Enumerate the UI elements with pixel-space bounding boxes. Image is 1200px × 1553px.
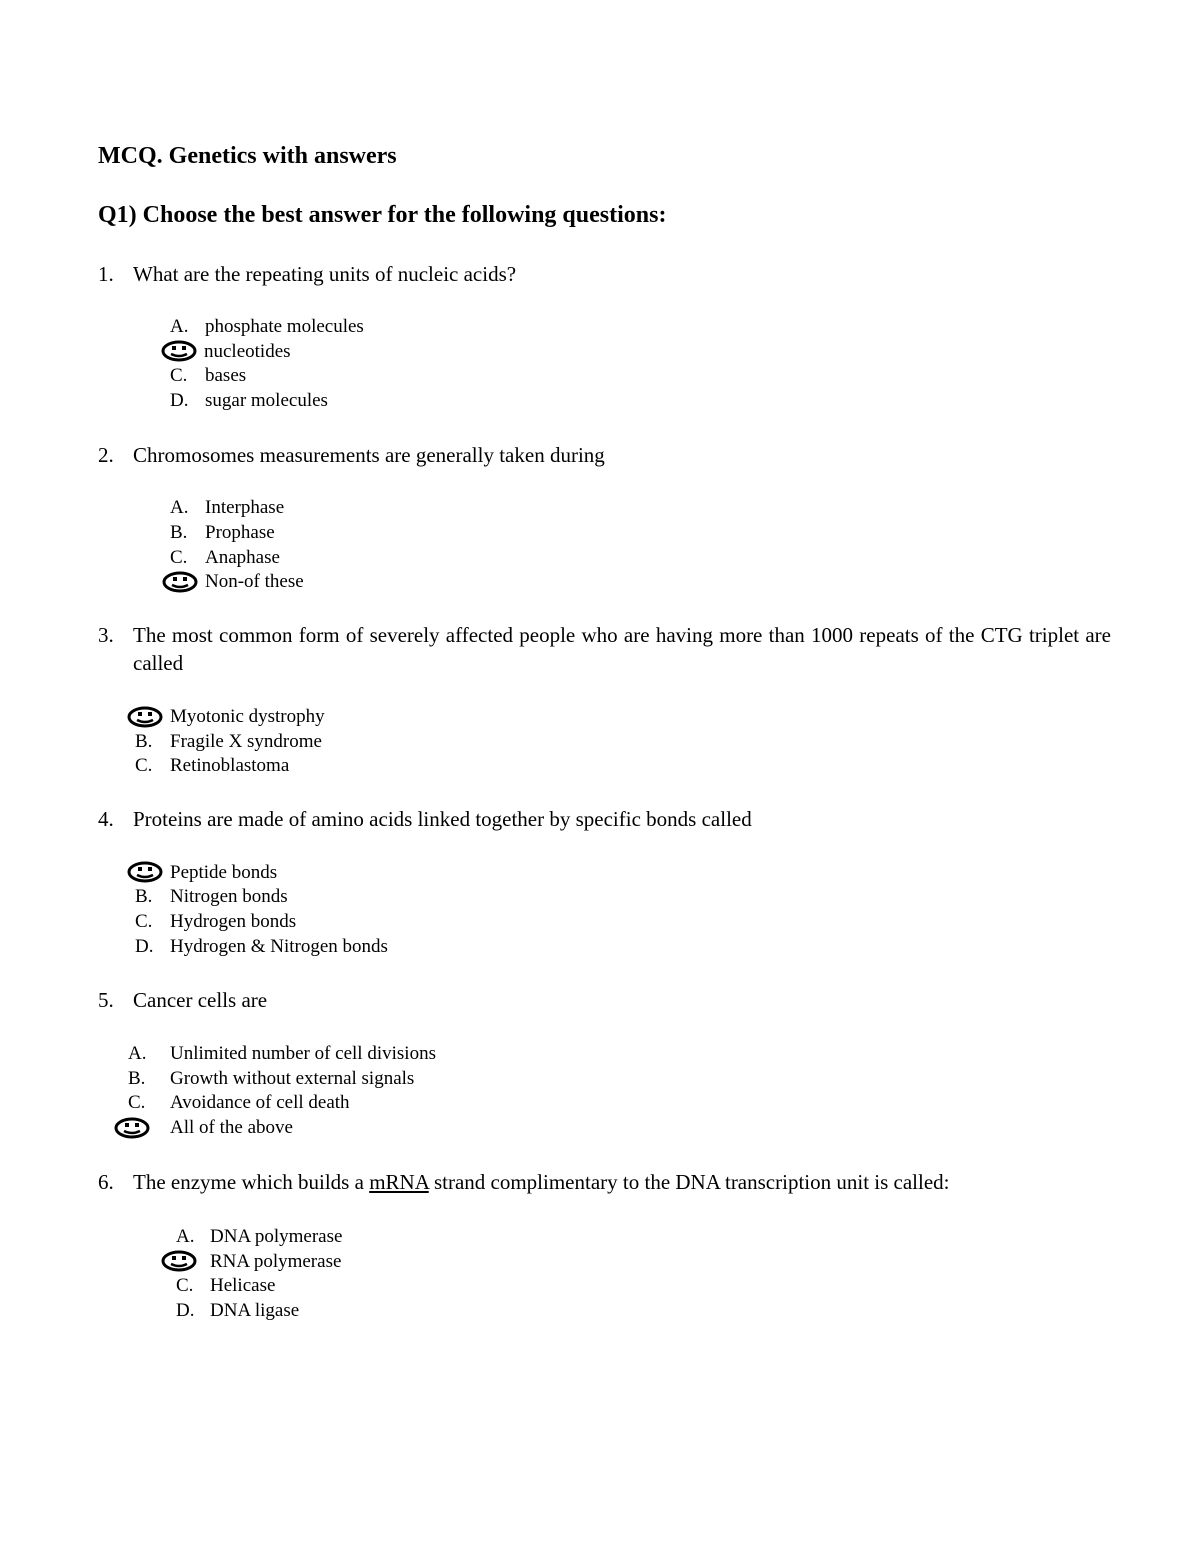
smiley-answer-marker-icon bbox=[114, 1117, 150, 1139]
option-text: bases bbox=[205, 365, 247, 386]
option-letter: D. bbox=[135, 936, 154, 957]
option-letter: B. bbox=[128, 1068, 146, 1089]
option-letter: A. bbox=[170, 316, 189, 337]
option-text: Unlimited number of cell divisions bbox=[170, 1043, 436, 1064]
document-title: MCQ. Genetics with answers bbox=[98, 143, 397, 169]
option-letter: C. bbox=[128, 1092, 146, 1113]
question-number: 5. bbox=[98, 988, 114, 1012]
option-letter: D. bbox=[170, 390, 189, 411]
option-text: Nitrogen bonds bbox=[170, 886, 288, 907]
option-letter: C. bbox=[135, 911, 153, 932]
option-text: Peptide bonds bbox=[170, 862, 278, 883]
option-letter: C. bbox=[170, 365, 188, 386]
option-text: nucleotides bbox=[204, 341, 291, 362]
option-text: Non-of these bbox=[205, 571, 304, 592]
option-letter: C. bbox=[170, 547, 188, 568]
question-number: 2. bbox=[98, 443, 114, 467]
option-text: Helicase bbox=[210, 1275, 276, 1296]
option-text: Myotonic dystrophy bbox=[170, 706, 325, 727]
option-letter: B. bbox=[170, 522, 188, 543]
smiley-answer-marker-icon bbox=[161, 340, 197, 362]
option-text: RNA polymerase bbox=[210, 1251, 342, 1272]
question-text-start: The enzyme which builds a bbox=[133, 1170, 370, 1194]
underlined-term: mRNA bbox=[369, 1170, 429, 1194]
question-number: 1. bbox=[98, 262, 114, 286]
smiley-answer-marker-icon bbox=[161, 1250, 197, 1272]
question-text: The most common form of severely affected people who are having more than 1000 repeats of the CTG triplet are called bbox=[133, 623, 1111, 675]
option-text: sugar molecules bbox=[205, 390, 328, 411]
option-text: Growth without external signals bbox=[170, 1068, 415, 1089]
smiley-answer-marker-icon bbox=[127, 706, 163, 728]
option-letter: B. bbox=[135, 731, 153, 752]
option-text: Prophase bbox=[205, 522, 275, 543]
option-text: DNA ligase bbox=[210, 1300, 300, 1321]
option-letter: C. bbox=[176, 1275, 194, 1296]
option-text: Retinoblastoma bbox=[170, 755, 290, 776]
option-letter: A. bbox=[176, 1226, 195, 1247]
option-letter: A. bbox=[170, 497, 189, 518]
option-text: Interphase bbox=[205, 497, 285, 518]
option-letter: A. bbox=[128, 1043, 147, 1064]
option-text: Fragile X syndrome bbox=[170, 731, 322, 752]
option-letter: C. bbox=[135, 755, 153, 776]
question-text: What are the repeating units of nucleic acids? bbox=[133, 262, 517, 286]
question-number: 6. bbox=[98, 1170, 114, 1194]
question-text: Cancer cells are bbox=[133, 988, 268, 1012]
smiley-answer-marker-icon bbox=[162, 571, 198, 593]
option-letter: B. bbox=[135, 886, 153, 907]
option-letter: D. bbox=[176, 1300, 195, 1321]
question-text-end: strand complimentary to the DNA transcription unit is called: bbox=[428, 1170, 950, 1194]
option-text: DNA polymerase bbox=[210, 1226, 343, 1247]
option-text: All of the above bbox=[170, 1117, 293, 1138]
option-text: Hydrogen & Nitrogen bonds bbox=[170, 936, 388, 957]
question-text bbox=[133, 1168, 950, 1196]
option-text: Avoidance of cell death bbox=[170, 1092, 350, 1113]
smiley-answer-marker-icon bbox=[127, 861, 163, 883]
question-number: 3. bbox=[98, 623, 114, 647]
question-text: Chromosomes measurements are generally taken during bbox=[133, 443, 605, 467]
section-heading: Q1) Choose the best answer for the following questions: bbox=[98, 202, 667, 228]
option-text: phosphate molecules bbox=[205, 316, 364, 337]
option-text: Anaphase bbox=[205, 547, 280, 568]
question-text: Proteins are made of amino acids linked together by specific bonds called bbox=[133, 807, 752, 831]
question-number: 4. bbox=[98, 807, 114, 831]
option-text: Hydrogen bonds bbox=[170, 911, 297, 932]
